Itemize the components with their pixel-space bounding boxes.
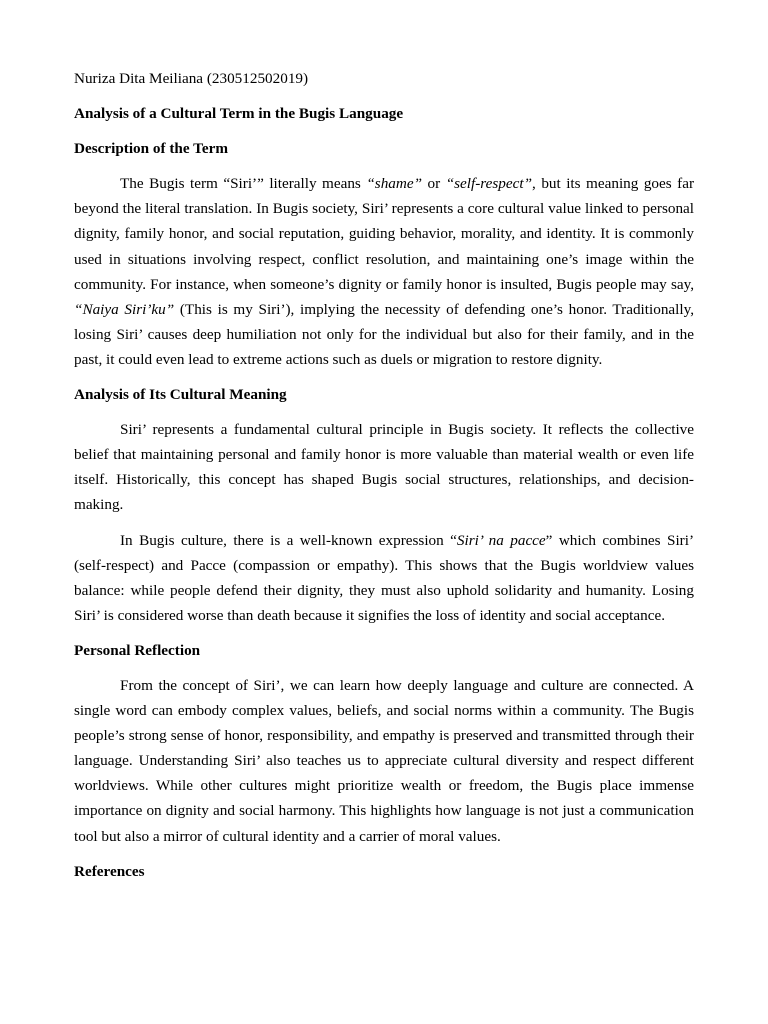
text-run: In Bugis culture, there is a well-known expression “ xyxy=(120,531,457,549)
italic-term-siri-na-pacce: Siri’ na pacce xyxy=(456,531,546,549)
reflection-paragraph: From the concept of Siri’, we can learn how deeply language and culture are connected. A single word can embody complex values, beliefs, and social norms within a community. The Bugis people’s strong sense of honor, responsibility, and empathy is preserved and transmitted through their language. Understanding Siri’ also teaches us to appreciate cultural diversity and respect different worldviews. While other cultures might prioritize wealth or freedom, the Bugis place immense importance on dignity and social harmony. This highlights how language is not just a communication tool but also a mirror of cultural identity and a carrier of moral values. xyxy=(74,676,694,845)
text-run: , but its meaning goes far beyond the literal translation. In Bugis society, Siri’ represents a core cultural value linked to personal dignity, family honor, and social reputation, guiding behavior, morality, and identity. It is commonly used in situations involving respect, conflict resolution, and maintaining one’s image within the community. For instance, when someone’s dignity or family honor is insulted, Bugis people may say, xyxy=(74,175,695,293)
italic-term-self-respect: “self-respect” xyxy=(445,175,533,193)
document-title: Analysis of a Cultural Term in the Bugis Language xyxy=(74,105,404,123)
document-page xyxy=(74,66,694,894)
section-heading-analysis: Analysis of Its Cultural Meaning xyxy=(74,386,287,404)
section-heading-description: Description of the Term xyxy=(74,140,228,158)
section-heading-references: References xyxy=(74,862,145,880)
italic-term-naiya-siriku: “Naiya Siri’ku” xyxy=(74,300,175,318)
analysis-paragraph-1: Siri’ represents a fundamental cultural principle in Bugis society. It reflects the collective belief that maintaining personal and family honor is more valuable than material wealth or even life itself. Historically, this concept has shaped Bugis social structures, relationships, and decision-making. xyxy=(74,421,694,514)
italic-term-shame: “shame” xyxy=(366,175,423,193)
author-line: Nuriza Dita Meiliana (230512502019) xyxy=(74,70,309,87)
text-run: or xyxy=(422,175,446,193)
text-run: The Bugis term “Siri’” literally means xyxy=(120,175,367,193)
text-run: ” which combines Siri’ (self-respect) and Pacce (compassion or empathy). This shows that the Bugis worldview values balance: while people defend their dignity, they must also uphold solidarity and humanity. Losing Siri’ is considered worse than death because it signifies the loss of identity and social acceptance. xyxy=(74,531,694,624)
text-run: (This is my Siri’), implying the necessity of defending one’s honor. Traditionally, losing Siri’ causes deep humiliation not only for the individual but also for their family, and in the past, it could even lead to extreme actions such as duels or migration to restore dignity. xyxy=(74,300,694,368)
description-paragraph xyxy=(74,171,694,372)
section-heading-reflection: Personal Reflection xyxy=(74,641,201,659)
analysis-paragraph-2 xyxy=(74,528,694,628)
